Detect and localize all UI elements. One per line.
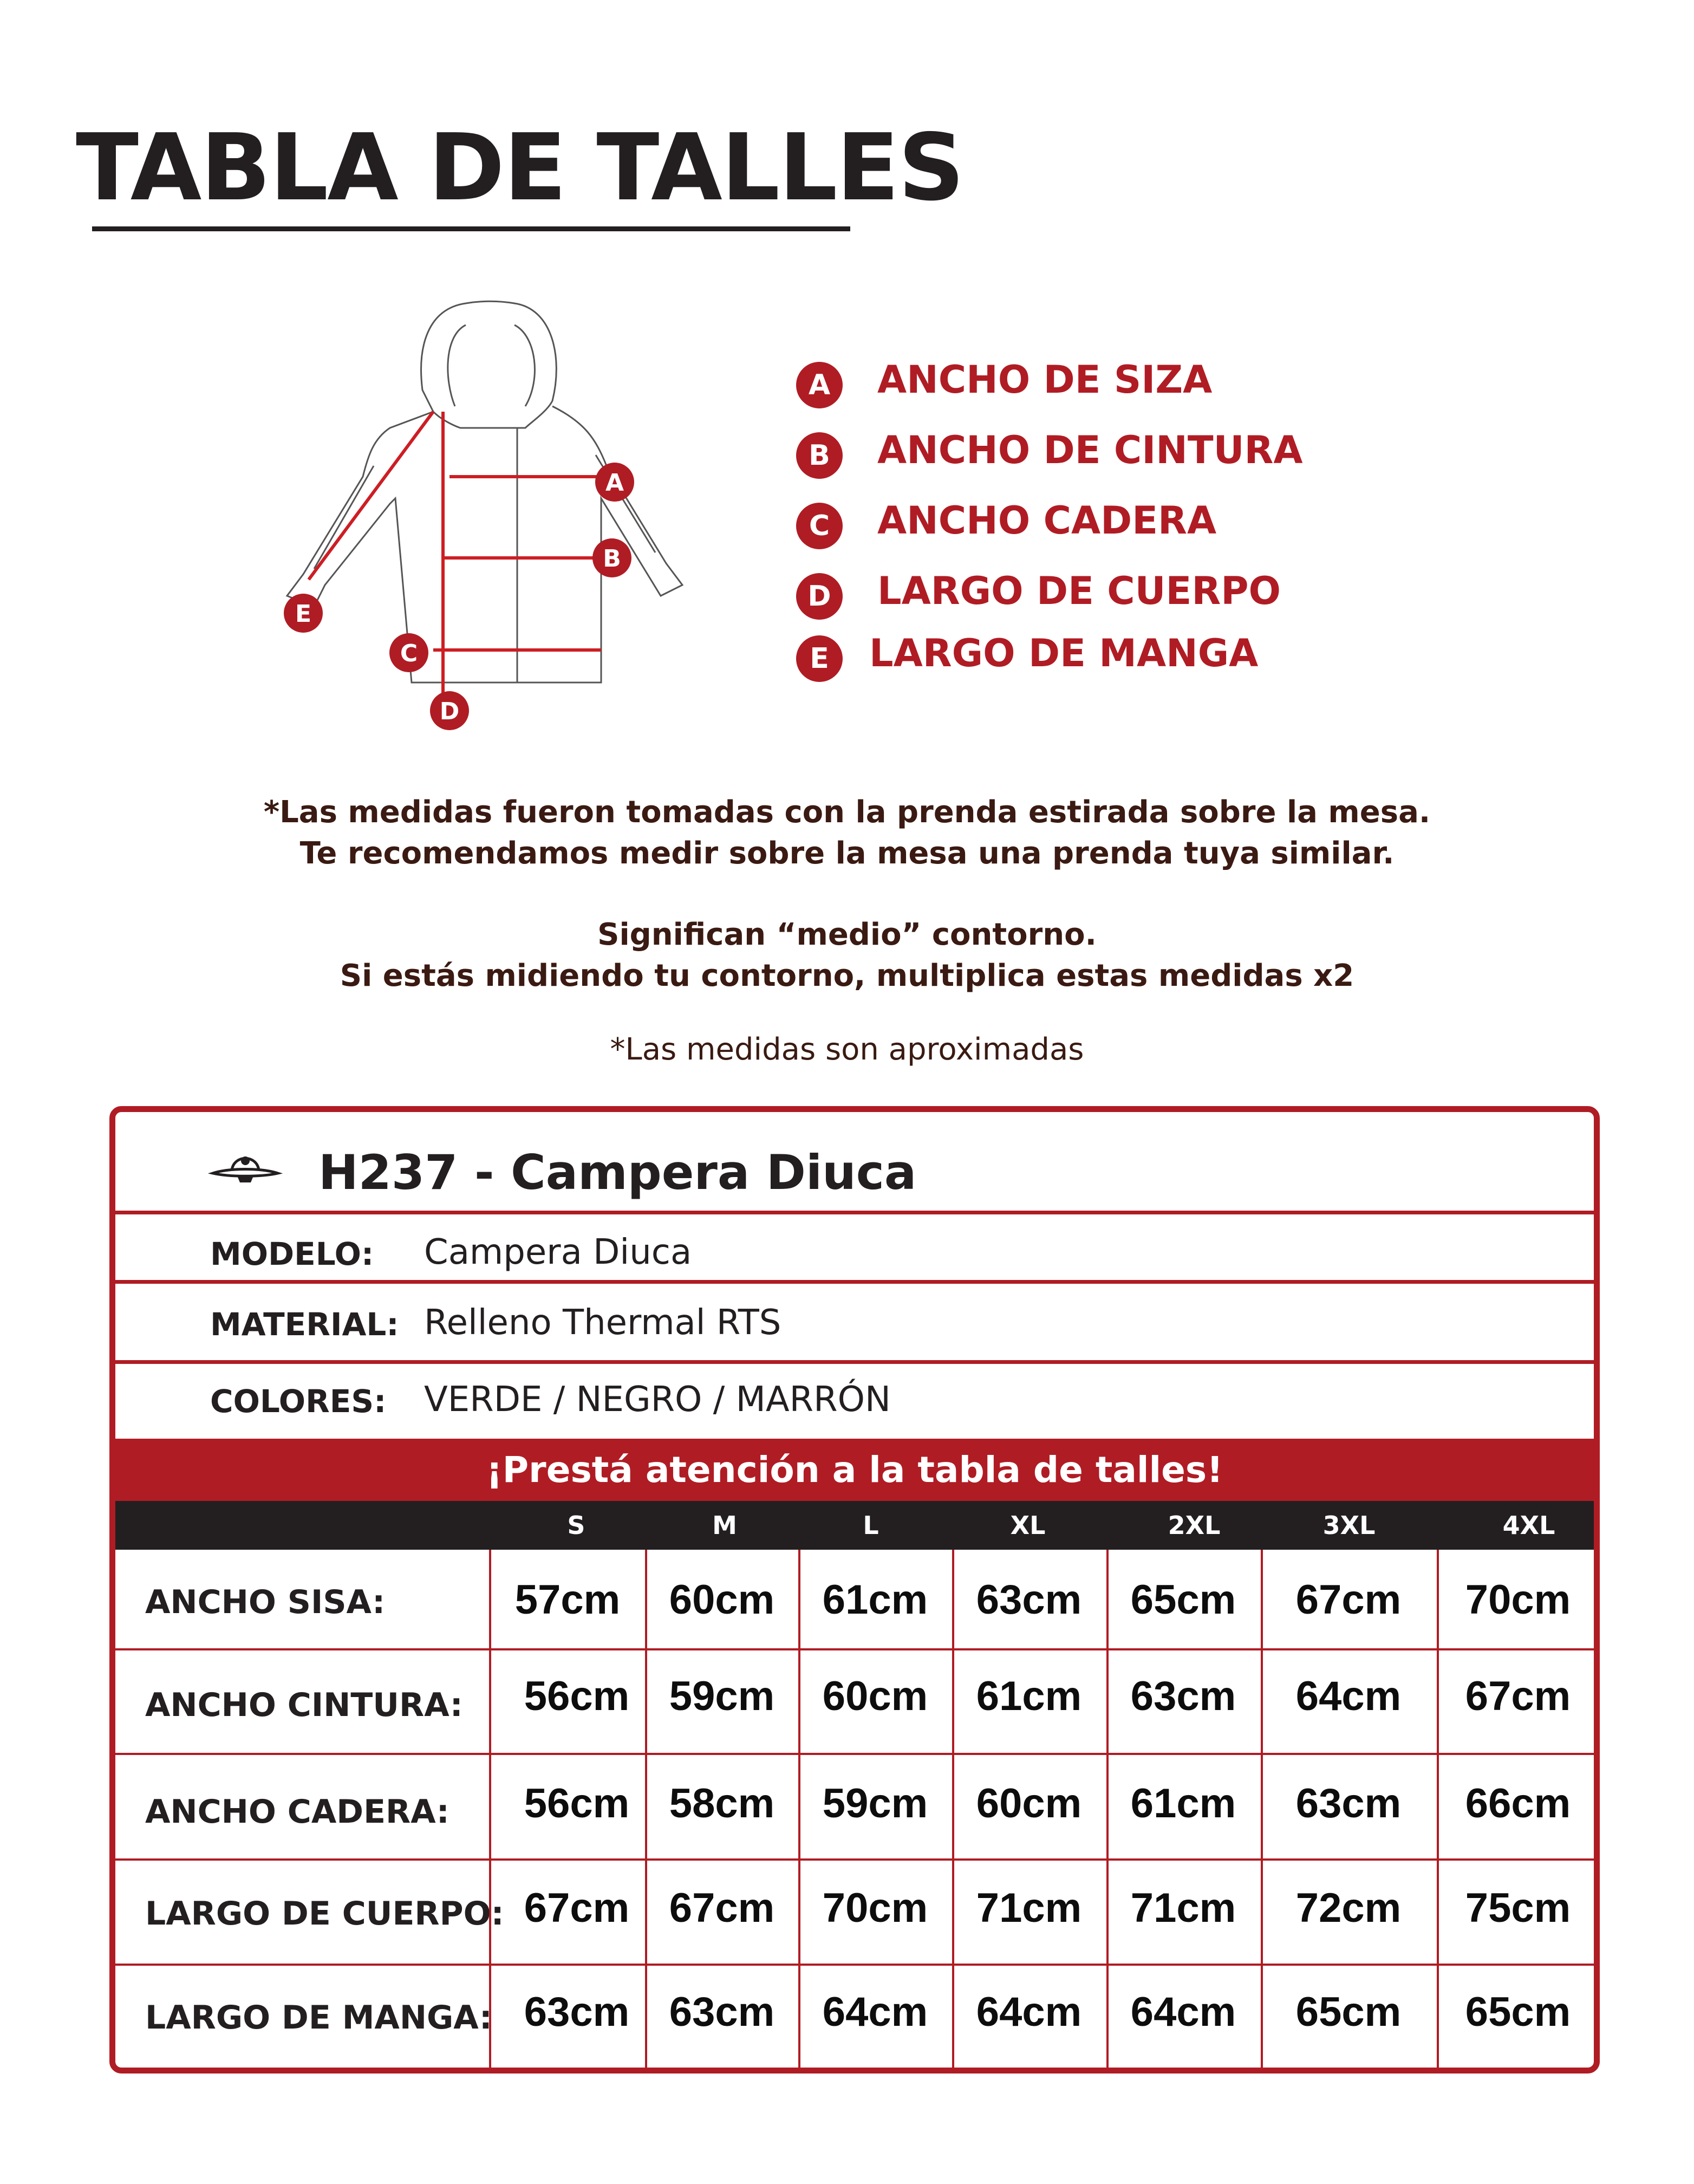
divider bbox=[115, 1360, 1594, 1364]
size-header-2xl: 2XL bbox=[1168, 1511, 1221, 1540]
table-cell: 59cm bbox=[822, 1780, 928, 1826]
legend-badge: B bbox=[796, 432, 843, 479]
note-line-4: Si estás midiendo tu contorno, multiplica estas medidas x2 bbox=[340, 958, 1354, 993]
row-label-largo-manga: LARGO DE MANGA: bbox=[145, 1999, 492, 2037]
table-cell: 63cm bbox=[1130, 1673, 1236, 1719]
table-cell: 63cm bbox=[1295, 1780, 1402, 1826]
table-cell: 61cm bbox=[1130, 1780, 1236, 1826]
table-cell: 61cm bbox=[976, 1673, 1082, 1719]
legend-item-a bbox=[796, 358, 1338, 412]
hood-inner bbox=[448, 325, 535, 406]
row-label-ancho-sisa: ANCHO SISA: bbox=[145, 1583, 386, 1621]
divider bbox=[115, 1280, 1594, 1284]
diagram-marker-b bbox=[592, 538, 631, 577]
size-header-4xl: 4XL bbox=[1502, 1511, 1555, 1540]
note-line-2: Te recomendamos medir sobre la mesa una prenda tuya similar. bbox=[299, 836, 1395, 871]
contour-notes bbox=[0, 914, 1694, 997]
grid-vline bbox=[1106, 1550, 1109, 2068]
grid-vline bbox=[798, 1550, 800, 2068]
measurement-notes bbox=[0, 792, 1694, 874]
size-header-l: L bbox=[863, 1511, 879, 1540]
size-header-xl: XL bbox=[1010, 1511, 1046, 1540]
legend-item-d bbox=[796, 569, 1338, 623]
colores-value: VERDE / NEGRO / MARRÓN bbox=[424, 1380, 891, 1420]
table-cell: 65cm bbox=[1295, 1989, 1402, 2035]
table-cell: 67cm bbox=[669, 1885, 775, 1931]
approx-note bbox=[0, 1032, 1694, 1067]
legend-badge: A bbox=[796, 362, 843, 408]
hood-outline bbox=[421, 301, 557, 428]
svg-text:D: D bbox=[439, 698, 460, 725]
table-cell: 71cm bbox=[976, 1885, 1082, 1931]
grid-vline bbox=[1261, 1550, 1263, 2068]
size-table-card bbox=[109, 1106, 1600, 2074]
modelo-value: Campera Diuca bbox=[424, 1232, 692, 1272]
legend-badge: D bbox=[796, 573, 843, 620]
table-cell: 60cm bbox=[669, 1577, 775, 1623]
size-header-s: S bbox=[567, 1511, 585, 1540]
size-header-row bbox=[115, 1501, 1594, 1550]
svg-text:B: B bbox=[603, 545, 621, 573]
table-cell: 57cm bbox=[514, 1577, 621, 1623]
table-cell: 64cm bbox=[1130, 1989, 1236, 2035]
product-title: H237 - Campera Diuca bbox=[318, 1145, 917, 1200]
svg-text:C: C bbox=[400, 640, 418, 667]
grid-hline bbox=[115, 1648, 1594, 1650]
jacket-diagram bbox=[271, 249, 758, 769]
row-label-ancho-cintura: ANCHO CINTURA: bbox=[145, 1686, 463, 1724]
title-underline bbox=[92, 226, 850, 231]
page-title: TABLA DE TALLES bbox=[76, 114, 963, 222]
grid-hline bbox=[115, 1858, 1594, 1861]
legend-label: ANCHO DE CINTURA bbox=[877, 428, 1303, 472]
table-cell: 63cm bbox=[524, 1989, 630, 2035]
svg-text:A: A bbox=[605, 469, 624, 497]
colores-label: COLORES: bbox=[210, 1383, 387, 1420]
material-label: MATERIAL: bbox=[210, 1306, 399, 1343]
legend-label: ANCHO CADERA bbox=[877, 498, 1217, 543]
modelo-label: MODELO: bbox=[210, 1236, 374, 1272]
table-cell: 64cm bbox=[1295, 1673, 1402, 1719]
size-header-3xl: 3XL bbox=[1322, 1511, 1376, 1540]
table-cell: 70cm bbox=[1465, 1577, 1571, 1623]
diagram-marker-a bbox=[595, 463, 634, 502]
row-label-ancho-cadera: ANCHO CADERA: bbox=[145, 1793, 449, 1831]
grid-vline bbox=[1437, 1550, 1439, 2068]
table-cell: 60cm bbox=[822, 1673, 928, 1719]
table-cell: 64cm bbox=[976, 1989, 1082, 2035]
measure-e bbox=[309, 412, 433, 580]
diagram-marker-d bbox=[430, 691, 469, 730]
legend-item-c bbox=[796, 498, 1338, 552]
table-cell: 72cm bbox=[1295, 1885, 1402, 1931]
attention-banner: ¡Prestá atención a la tabla de talles! bbox=[115, 1439, 1594, 1501]
table-cell: 75cm bbox=[1465, 1885, 1571, 1931]
table-cell: 59cm bbox=[669, 1673, 775, 1719]
diagram-marker-e bbox=[284, 594, 323, 633]
table-cell: 65cm bbox=[1465, 1989, 1571, 2035]
table-cell: 63cm bbox=[669, 1989, 775, 2035]
table-cell: 61cm bbox=[822, 1577, 928, 1623]
svg-text:E: E bbox=[295, 600, 312, 628]
grid-vline bbox=[952, 1550, 954, 2068]
legend-item-b bbox=[796, 428, 1338, 482]
divider bbox=[115, 1211, 1594, 1214]
legend-label: LARGO DE CUERPO bbox=[877, 569, 1281, 613]
table-cell: 71cm bbox=[1130, 1885, 1236, 1931]
legend-badge: C bbox=[796, 503, 843, 549]
table-cell: 56cm bbox=[524, 1780, 630, 1826]
table-cell: 70cm bbox=[822, 1885, 928, 1931]
grid-hline bbox=[115, 1964, 1594, 1966]
material-value: Relleno Thermal RTS bbox=[424, 1303, 781, 1343]
legend-item-e bbox=[796, 631, 1338, 685]
table-cell: 67cm bbox=[524, 1885, 630, 1931]
table-cell: 67cm bbox=[1295, 1577, 1402, 1623]
legend-label: LARGO DE MANGA bbox=[869, 631, 1259, 675]
grid-hline bbox=[115, 1753, 1594, 1755]
legend-label: ANCHO DE SIZA bbox=[877, 358, 1213, 402]
legend-badge: E bbox=[796, 635, 843, 682]
note-line-1: *Las medidas fueron tomadas con la prenda estirada sobre la mesa. bbox=[263, 795, 1431, 830]
grid-vline bbox=[489, 1550, 491, 2068]
diagram-marker-c bbox=[389, 633, 428, 672]
note-line-5: *Las medidas son aproximadas bbox=[610, 1032, 1084, 1067]
row-label-largo-cuerpo: LARGO DE CUERPO: bbox=[145, 1895, 504, 1933]
table-cell: 58cm bbox=[669, 1780, 775, 1826]
brand-logo-icon bbox=[207, 1143, 283, 1192]
grid-vline bbox=[645, 1550, 647, 2068]
table-cell: 66cm bbox=[1465, 1780, 1571, 1826]
table-cell: 60cm bbox=[976, 1780, 1082, 1826]
table-cell: 64cm bbox=[822, 1989, 928, 2035]
table-cell: 63cm bbox=[976, 1577, 1082, 1623]
note-line-3: Significan “medio” contorno. bbox=[597, 917, 1097, 952]
table-cell: 67cm bbox=[1465, 1673, 1571, 1719]
table-cell: 56cm bbox=[524, 1673, 630, 1719]
table-cell: 65cm bbox=[1130, 1577, 1236, 1623]
size-header-m: M bbox=[712, 1511, 737, 1540]
